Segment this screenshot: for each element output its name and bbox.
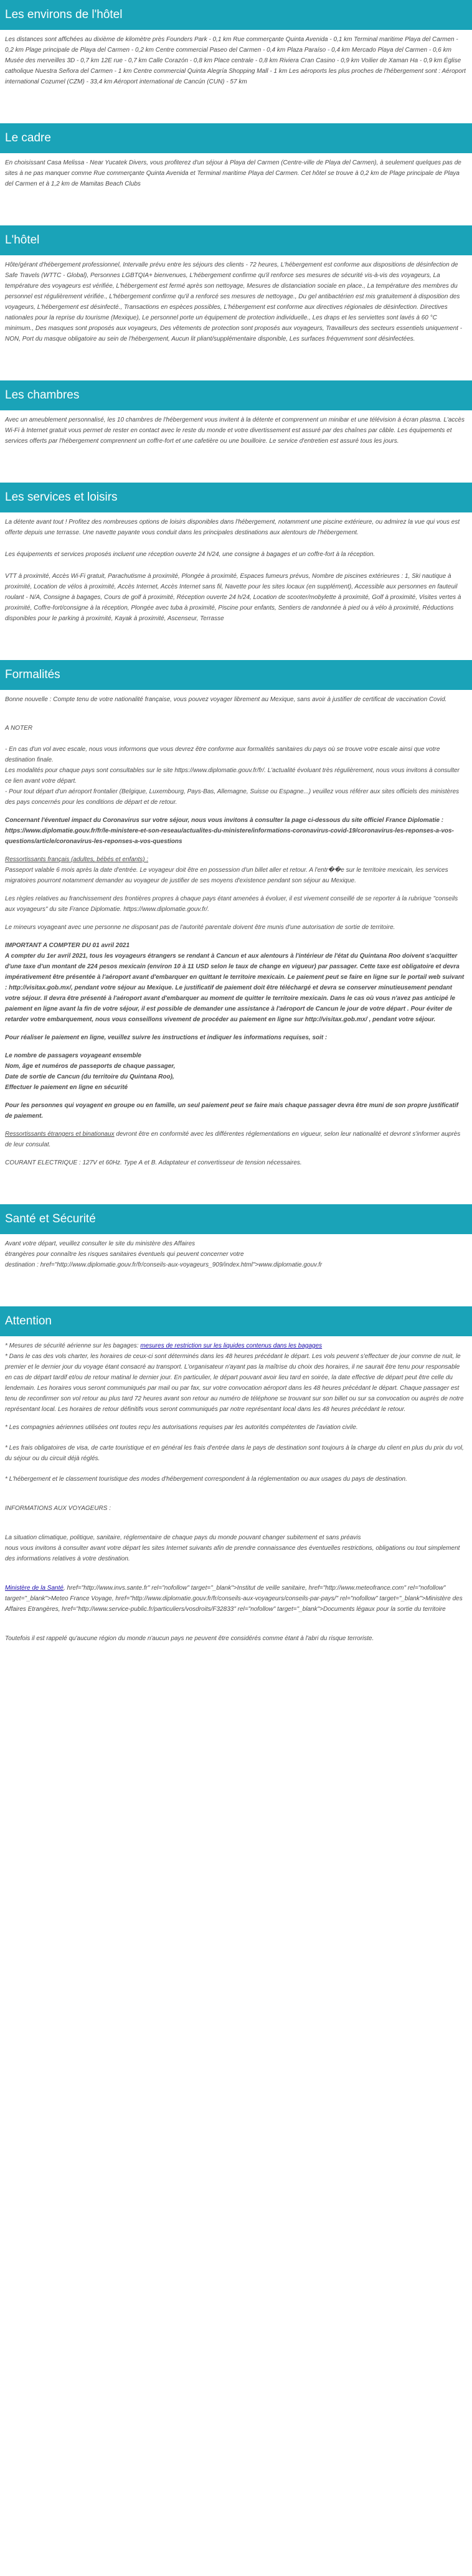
section-attention — [0, 1306, 472, 1658]
sante-text: Avant votre départ, veuillez consulter le site du ministère des Affaires étrangères pour connaître les risques sanitaires éventuels qui peuvent concerner votre destination : href="http://www.diplomatie.gouv.fr/fr/conseils-aux-voyageurs_909/index.html">www.diplomatie.gouv.fr — [5, 1240, 323, 1268]
cadre-text: En choisissant Casa Melissa - Near Yucatek Divers, vous profiterez d'un séjour à Playa del Carmen (Centre-ville de Playa del Carmen), à seulement quelques pas de sites à ne pas manquer comme Rue commerçante Quinta Avenida et Terminal maritime Playa del Carmen. Cet hôtel se trouve à 0,2 km de Plage principale de Playa del Carmen et à 1,2 km de Mamitas Beach Clubs — [5, 159, 461, 187]
attention-links-rest: , href="http://www.invs.sante.fr" rel="nofollow" target="_blank">Institut de veille sanitaire, href="http://www.meteofrance.com" rel="nofollow" target="_blank">Meteo France Voyage, href="http://www.diplomatie.gouv.fr/fr/conseils-aux-voyageurs/conseils-par-pays/" rel="nofollow" target="_blank">Ministère des Affaires Etrangères, href="http://www.service-public.fr/particuliers/vosdroits/F32833" rel="nofollow" target="_blank">Documents légaux pour la sortie du territoire — [5, 1585, 463, 1613]
formalites-paiement-list: Le nombre de passagers voyageant ensemble Nom, âge et numéros de passeports de chaque passager, Date de sortie de Cancun (du territoire du Quintana Roo), Effectuer le paiement en ligne en sécurité — [5, 1052, 176, 1091]
section-cadre — [0, 123, 472, 203]
attention-text-8: Toutefois il est rappelé qu'aucune région du monde n'aucun pays ne peuvent être considérés comme étant à l'abri du risque terroriste. — [5, 1635, 374, 1642]
attention-text-4: * L'hébergement et le classement touristique des modes d'hébergement correspondent à la réglementation ou aux usages du pays de destination. — [5, 1476, 407, 1483]
liquids-restriction-link[interactable]: mesures de restriction sur les liquides contenus dans les bagages — [140, 1342, 323, 1349]
formalites-regles: Les règles relatives au franchissement des frontières propres à chaque pays étant amenées à évoluer, il est vivement conseillé de se reporter à la rubrique "conseils aux voyageurs" du site France Diplomatie. https://www.diplomatie.gouv.fr/. — [5, 895, 458, 913]
section-hotel — [0, 225, 472, 358]
section-formalites — [0, 660, 472, 1182]
formalites-ressortissants-body: Passeport valable 6 mois après la date d'entrée. Le voyageur doit être en possession d'un billet aller et retour. A l'entr��e sur le territoire mexicain, les services migratoires pourront notamment demander au voyageur de justifier de ses moyens d'existence pendant son séjour au Mexique. — [5, 867, 448, 884]
attention-prefix: * Mesures de sécurité aérienne sur les bagages: — [5, 1342, 141, 1349]
formalites-mineurs: Le mineurs voyageant avec une personne ne disposant pas de l'autorité parentale doivent être munis d'une autorisation de sortie de territoire. — [5, 924, 395, 931]
section-environs — [0, 0, 472, 101]
formalites-note-body: - En cas d'un vol avec escale, nous vous informons que vous devrez être conforme aux formalités sanitaires du pays où se trouve votre escale ainsi que votre destination finale. Les modalités pour chaque pays sont consultables sur le site https://www.diplomatie.gouv.fr/fr/. L'actualité évoluant très régulièrement, nous vous invitons à consulter ce lien avant votre départ. - Pour tout départ d'un aéroport frontalier (Belgique, Luxembourg, Pays-Bas, Allemagne, Suisse ou Espagne...) veuillez vous référer aux sites officiels des ministères des pays concernés pour les conditions de départ et de retour. — [5, 746, 460, 806]
section-services — [0, 483, 472, 638]
section-chambres — [0, 380, 472, 460]
formalites-etrangers-body: devront être en conformité avec les différentes réglementations en vigueur, selon leur nationalité et devront s'informer auprès de leur consulat. — [5, 1131, 461, 1148]
chambres-text: Avec un ameublement personnalisé, les 10 chambres de l'hébergement vous invitent à la détente et comprennent un minibar et une télévision à écran plasma. L'accès Wi-Fi à Internet gratuit vous permet de rester en contact avec le reste du monde et votre divertissement est assuré par des chaînes par câble. Les équipements et services offerts par l'hébergement comprennent un coffre-fort et une cafetière ou une bouilloire. Le service d'entretien est assuré tous les jours. — [5, 417, 465, 445]
services-text-1: La détente avant tout ! Profitez des nombreuses options de loisirs disponibles dans l'hébergement, notamment une piscine extérieure, ou admirez la vue qui vous est offerte depuis une terrasse. Une navette payante vous conduit dans les principales destinations aux alentours de l'hébergement. — [5, 519, 460, 536]
services-text-2: Les équipements et services proposés incluent une réception ouverte 24 h/24, une consigne à bagages et un coffre-fort à la réception. — [5, 551, 375, 558]
attention-text-2: * Les compagnies aériennes utilisées ont toutes reçu les autorisations requises par les autorités compétentes de l'aviation civile. — [5, 1424, 358, 1431]
section-title-cadre: Le cadre — [0, 123, 472, 153]
formalites-ressortissants — [5, 854, 467, 886]
formalites-ressortissants-head: Ressortissants français (adultes, bébés et enfants) : — [5, 856, 149, 863]
attention-text-3: * Les frais obligatoires de visa, de carte touristique et en général les frais d'entrée dans le pays de destination sont toujours à la charge du client en plus du prix du vol, du séjour ou du circuit déjà réglés. — [5, 1445, 464, 1462]
formalites-note-head: A NOTER — [5, 725, 33, 732]
formalites-text-1: Bonne nouvelle : Compte tenu de votre nationalité française, vous pouvez voyager librement au Mexique, sans avoir à justifier de certificat de vaccination Covid. — [5, 696, 447, 703]
hotel-text: Hôte/gérant d'hébergement professionnel, Intervalle prévu entre les séjours des clients - 72 heures, L'hébergement est conforme aux dispositions de désinfection de Safe Travels (WTTC - Global), Personnes LGBTQIA+ bienvenues, L'hébergement confirme qu'il renforce ses mesures de sécurité vis-à-vis des voyageurs, La température des voyageurs est vérifiée, L'hébergement est fermé après son nettoyage, Mesures de distanciation sociale en place., La température des membres du personnel est régulièrement vérifiée., L'hébergement confirme qu'il a renforcé ses mesures de nettoyage., Du gel antibactérien est mis gratuitement à disposition des voyageurs, L'hébergement est désinfecté., Transactions en espèces possibles, L'hébergement est conforme aux directives régionales de désinfection. Directives nationales pour la reprise du tourisme (Mexique), Le personnel porte un équipement de protection individuelle., Les draps et les serviettes sont lavés à 60 °C minimum., Des masques sont proposés aux voyageurs, Des vêtements de protection sont proposés aux voyageurs, Travailleurs des secteurs essentiels uniquement - NON, Port du masque obligatoire au sein de l'hébergement, Aucun lit pliant/supplémentaire disponible, Les surfaces fréquemment sont désinfectées. — [5, 262, 463, 342]
ministere-sante-link[interactable]: Ministère de la Santé — [5, 1585, 64, 1592]
attention-text-5: INFORMATIONS AUX VOYAGEURS : — [5, 1505, 111, 1512]
formalites-note — [5, 712, 467, 808]
section-title-attention: Attention — [0, 1306, 472, 1336]
formalites-paiement: Pour réaliser le paiement en ligne, veuillez suivre les instructions et indiquer les informations requises, soit : — [5, 1034, 328, 1041]
attention-text-1 — [5, 1341, 467, 1415]
services-text-3: VTT à proximité, Accès Wi-Fi gratuit, Parachutisme à proximité, Plongée à proximité, Espaces fumeurs prévus, Nombre de piscines extérieures : 1, Ski nautique à proximité, Location de vélos à proximité, Accès Internet, Accès Internet sans fil, Navette pour les sites locaux (en supplément), Accessible aux personnes en fauteuil roulant - N/A, Consigne à bagages, Cours de golf à proximité, Réception ouverte 24 h/24, Location de scooter/mobylette à proximité, Golf à proximité, Visites vertes à proximité, Coffre-fort/consigne à la réception, Plongée avec tuba à proximité, Piscine pour enfants, Sentiers de randonnée à pied ou à vélo à proximité, Réductions disponibles pour le parking à proximité, Kayak à proximité, Ascenseur, Terrasse — [5, 573, 461, 622]
environs-text: Les distances sont affichées au dixième de kilomètre près Founders Park - 0,1 km Rue commerçante Quinta Avenida - 0,1 km Terminal maritime Playa del Carmen - 0,2 km Plage principale de Playa del Carmen - 0,2 km Centre commercial Paseo del Carmen - 0,4 km Plaza Paraíso - 0,4 km Mercado Playa del Carmen - 0,6 km Musée des merveilles 3D - 0,7 km 12E rue - 0,7 km Calle Corazón - 0,8 km Place centrale - 0,8 km Riviera Cran Casino - 0,9 km Voilier de Xaman Ha - 0,9 km Église catholique Nuestra Señora del Carmen - 1 km Centre commercial Quinta Alegría Shopping Mall - 1 km Les aéroports les plus proches de l'hébergement sont : Aéroport international Cozumel (CZM) - 33,4 km Aéroport international de Cancún (CUN) - 57 km — [5, 36, 466, 85]
formalites-etrangers-head: Ressortissants étrangers et binationaux — [5, 1131, 115, 1138]
attention-text-6: La situation climatique, politique, sanitaire, réglementaire de chaque pays du monde pouvant changer subitement et sans préavis nous vous invitons à consulter avant votre départ les sites Internet suivants afin de prendre connaissance des éventuelles restrictions, obligations ou tout simplement des informations relatives à votre destination. — [5, 1534, 460, 1562]
section-sante — [0, 1204, 472, 1284]
section-title-sante: Santé et Sécurité — [0, 1204, 472, 1234]
formalites-groupe: Pour les personnes qui voyagent en groupe ou en famille, un seul paiement peut se faire mais chaque passager devra être muni de son propre justificatif de paiement. — [5, 1102, 458, 1120]
formalites-etrangers — [5, 1129, 467, 1150]
attention-charter: * Dans le cas des vols charter, les horaires de ceux-ci sont déterminés dans les 48 heures précédant le départ. Les vols peuvent s'effectuer de jour comme de nuit, le premier et le dernier jour du voyage étant consacré au transport. L'organisateur n'ayant pas la maîtrise du choix des horaires, il ne saurait être tenu pour responsable en cas de départ tardif et/ou de retour matinal le dernier jour. En particulier, le départ pouvant avoir lieu tard en soirée, la date effective de départ peut être celle du lendemain. Les horaires vous seront communiqués par mail ou par fax, sur votre convocation aéroport dans les 48 heures précédant le départ. Chaque passager est tenu de reconfirmer son vol retour au plus tard 72 heures avant son retour au numéro de téléphone se trouvant sur son billet ou sur sa convocation ou auprès de notre représentant local. Les horaires de retour définitifs vous seront communiqués par notre représentant local dans les 48 heures précédant le retour. — [5, 1353, 464, 1413]
formalites-coronavirus: Concernant l'éventuel impact du Coronavirus sur votre séjour, nous vous invitons à consulter la page ci-dessous du site officiel France Diplomatie : https://www.diplomatie.gouv.fr/fr/le-ministere-et-son-reseau/actualites-du-ministere/informations-coronavirus-covid-19/coronavirus-les-reponses-a-vos-questions/article/coronavirus-les-reponses-a-vos-questions — [5, 817, 454, 845]
section-title-services: Les services et loisirs — [0, 483, 472, 512]
section-title-formalites: Formalités — [0, 660, 472, 690]
section-title-environs: Les environs de l'hôtel — [0, 0, 472, 30]
formalites-important: IMPORTANT A COMPTER DU 01 avril 2021 A compter du 1er avril 2021, tous les voyageurs étrangers se rendant à Cancun et aux alentours à l'intérieur de l'état du Quintana Roo doivent s'acquitter d'une taxe d'un montant de 224 pesos mexicain (environ 10 à 11 USD selon le taux de change en vigueur) par passager. Cette taxe est obligatoire et devra impérativement être présentée à l'aéroport avant d'embarquer en quittant le territoire mexicain. Le paiement peut se faire en ligne sur le portail web suivant : http://visitax.gob.mx/, pendant votre séjour au Mexique. Le justificatif de paiement doit être téléchargé et devra se conserver minutieusement pendant votre séjour. Il devra être présenté à l'aéroport avant d'embarquer au moment de quitter le territoire mexicain. Dans le cas où vous n'avez pas anticipé le paiement en ligne avant la fin de votre séjour, il est possible de demander une assistance à l'aéroport de Cancun le jour de votre départ . Pour éviter de retarder votre embarquement, nous vous conseillons vivement de procéder au paiement en ligne sur http://visitax.gob.mx/ , pendant votre séjour. — [5, 942, 465, 1023]
formalites-courant: COURANT ELECTRIQUE : 127V et 60Hz. Type A et B. Adaptateur et convertisseur de tension nécessaires. — [5, 1159, 302, 1166]
attention-text-7 — [5, 1583, 467, 1615]
section-title-hotel: L'hôtel — [0, 225, 472, 255]
section-title-chambres: Les chambres — [0, 380, 472, 410]
